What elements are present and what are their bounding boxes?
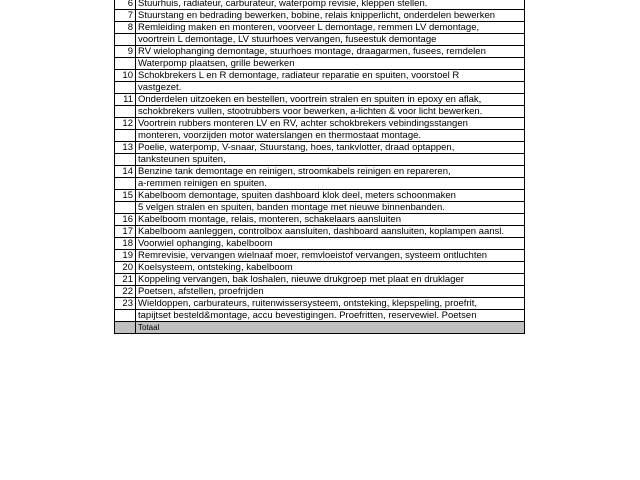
table-row bbox=[115, 250, 525, 262]
row-number-cell[interactable] bbox=[115, 34, 136, 46]
table-row bbox=[115, 238, 525, 250]
row-number-cell[interactable]: 10 bbox=[115, 70, 136, 82]
row-number-cell[interactable]: 6 bbox=[115, 0, 136, 10]
table-row bbox=[115, 22, 525, 34]
total-label[interactable]: Totaal bbox=[136, 322, 525, 334]
table-row bbox=[115, 298, 525, 310]
row-description-cell[interactable]: Poelie, waterpomp, V-snaar, Stuurstang, hoes, tankvlotter, draad optappen, bbox=[136, 142, 525, 154]
row-number-cell[interactable]: 11 bbox=[115, 94, 136, 106]
table-row bbox=[115, 190, 525, 202]
table-row bbox=[115, 274, 525, 286]
row-number-cell[interactable] bbox=[115, 58, 136, 70]
row-number-cell[interactable]: 12 bbox=[115, 118, 136, 130]
row-description-cell[interactable]: RV wielophanging demontage, stuurhoes montage, draagarmen, fusees, remdelen bbox=[136, 46, 525, 58]
table-row bbox=[115, 82, 525, 94]
row-number-cell[interactable]: 9 bbox=[115, 46, 136, 58]
row-number-cell[interactable]: 21 bbox=[115, 274, 136, 286]
table-row bbox=[115, 94, 525, 106]
row-number-cell[interactable]: 8 bbox=[115, 22, 136, 34]
table-row bbox=[115, 226, 525, 238]
row-number-cell[interactable] bbox=[115, 202, 136, 214]
row-number-cell[interactable] bbox=[115, 106, 136, 118]
table-row bbox=[115, 214, 525, 226]
table-row bbox=[115, 106, 525, 118]
row-description-cell[interactable]: Wieldoppen, carburateurs, ruitenwissersysteem, ontsteking, klepspeling, proefrit, bbox=[136, 298, 525, 310]
table-row bbox=[115, 178, 525, 190]
row-number-cell[interactable]: 14 bbox=[115, 166, 136, 178]
row-number-cell[interactable]: 13 bbox=[115, 142, 136, 154]
table-row bbox=[115, 34, 525, 46]
table-row bbox=[115, 142, 525, 154]
row-description-cell[interactable]: Schokbrekers L en R demontage, radiateur reparatie en spuiten, voorstoel R bbox=[136, 70, 525, 82]
table-row bbox=[115, 118, 525, 130]
table-row bbox=[115, 46, 525, 58]
row-description-cell[interactable]: vastgezet. bbox=[136, 82, 525, 94]
row-description-cell[interactable]: Onderdelen uitzoeken en bestellen, voortrein stralen en spuiten in epoxy en aflak, bbox=[136, 94, 525, 106]
row-description-cell[interactable]: voortrein L demontage, LV stuurhoes vervangen, fuseestuk demontage bbox=[136, 34, 525, 46]
row-description-cell[interactable]: Remrevisie, vervangen wielnaaf moer, remvloeistof vervangen, systeem ontluchten bbox=[136, 250, 525, 262]
row-description-cell[interactable]: Waterpomp plaatsen, grille bewerken bbox=[136, 58, 525, 70]
row-description-cell[interactable]: Voortrein rubbers monteren LV en RV, achter schokbrekers vebindingsstangen bbox=[136, 118, 525, 130]
row-number-cell[interactable]: 23 bbox=[115, 298, 136, 310]
table-row bbox=[115, 70, 525, 82]
work-log-body bbox=[115, 0, 525, 334]
table-row bbox=[115, 202, 525, 214]
row-number-cell[interactable] bbox=[115, 154, 136, 166]
row-description-cell[interactable]: Koelsysteem, ontsteking, kabelboom bbox=[136, 262, 525, 274]
table-row bbox=[115, 310, 525, 322]
table-row bbox=[115, 130, 525, 142]
row-number-cell[interactable]: 18 bbox=[115, 238, 136, 250]
table-row bbox=[115, 10, 525, 22]
row-description-cell[interactable]: Kabelboom montage, relais, monteren, schakelaars aansluiten bbox=[136, 214, 525, 226]
row-description-cell[interactable]: Benzine tank demontage en reinigen, stroomkabels reinigen en repareren, bbox=[136, 166, 525, 178]
table-row bbox=[115, 166, 525, 178]
table-row bbox=[115, 262, 525, 274]
row-number-cell[interactable] bbox=[115, 82, 136, 94]
row-description-cell[interactable]: Remleiding maken en monteren, voorveer L demontage, remmen LV demontage, bbox=[136, 22, 525, 34]
table-row bbox=[115, 154, 525, 166]
row-number-cell[interactable]: 15 bbox=[115, 190, 136, 202]
row-description-cell[interactable]: Stuurhuis, radiateur, carburateur, waterpomp revisie, kleppen stellen. bbox=[136, 0, 525, 10]
row-description-cell[interactable]: monteren, voorzijden motor waterslangen en thermostaat montage. bbox=[136, 130, 525, 142]
row-description-cell[interactable]: Stuurstang en bedrading bewerken, bobine, relais knipperlicht, onderdelen bewerken bbox=[136, 10, 525, 22]
row-description-cell[interactable]: schokbrekers vullen, stootrubbers voor bewerken, a-lichten & voor licht bewerken. bbox=[136, 106, 525, 118]
total-row bbox=[115, 322, 525, 334]
table-row bbox=[115, 286, 525, 298]
table-row bbox=[115, 0, 525, 10]
row-number-cell[interactable]: 19 bbox=[115, 250, 136, 262]
work-log-table bbox=[114, 0, 525, 334]
row-description-cell[interactable]: Poetsen, afstellen, proefrijden bbox=[136, 286, 525, 298]
row-description-cell[interactable]: 5 velgen stralen en spuiten, banden montage met nieuwe binnenbanden. bbox=[136, 202, 525, 214]
row-number-cell[interactable] bbox=[115, 130, 136, 142]
table-row bbox=[115, 58, 525, 70]
row-description-cell[interactable]: Koppeling vervangen, bak loshalen, nieuwe drukgroep met plaat en druklager bbox=[136, 274, 525, 286]
row-number-cell[interactable]: 22 bbox=[115, 286, 136, 298]
row-number-cell[interactable] bbox=[115, 310, 136, 322]
row-description-cell[interactable]: tanksteunen spuiten, bbox=[136, 154, 525, 166]
row-description-cell[interactable]: Kabelboom demontage, spuiten dashboard klok deel, meters schoonmaken bbox=[136, 190, 525, 202]
row-description-cell[interactable]: tapijtset besteld&montage, accu bevestigingen. Proefritten, reservewiel. Poetsen bbox=[136, 310, 525, 322]
row-number-cell[interactable]: 16 bbox=[115, 214, 136, 226]
row-number-cell[interactable]: 7 bbox=[115, 10, 136, 22]
row-number-cell[interactable]: 20 bbox=[115, 262, 136, 274]
row-number-cell[interactable] bbox=[115, 178, 136, 190]
total-number-cell[interactable] bbox=[115, 322, 136, 334]
row-description-cell[interactable]: Voorwiel ophanging, kabelboom bbox=[136, 238, 525, 250]
row-description-cell[interactable]: a-remmen reinigen en spuiten. bbox=[136, 178, 525, 190]
row-number-cell[interactable]: 17 bbox=[115, 226, 136, 238]
row-description-cell[interactable]: Kabelboom aanleggen, controlbox aansluiten, dashboard aansluiten, koplampen aansl. bbox=[136, 226, 525, 238]
